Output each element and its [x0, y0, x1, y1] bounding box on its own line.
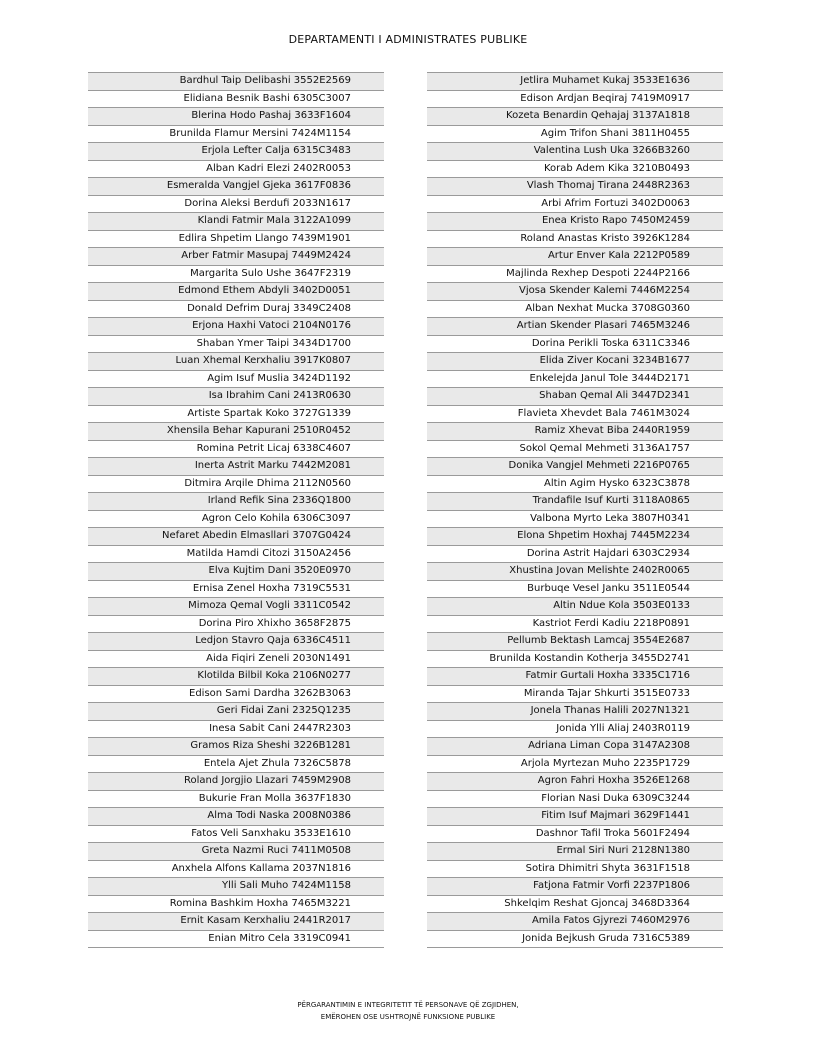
list-item: Artiste Spartak Koko 3727G1339 — [88, 406, 384, 424]
list-item: Edison Sami Dardha 3262B3063 — [88, 686, 384, 704]
list-item: Inerta Astrit Marku 7442M2081 — [88, 458, 384, 476]
list-item: Agim Trifon Shani 3811H0455 — [427, 126, 723, 144]
list-item: Vjosa Skender Kalemi 7446M2254 — [427, 283, 723, 301]
list-item: Ramiz Xhevat Biba 2440R1959 — [427, 423, 723, 441]
list-item: Blerina Hodo Pashaj 3633F1604 — [88, 108, 384, 126]
list-item: Altin Ndue Kola 3503E0133 — [427, 598, 723, 616]
list-item: Gramos Riza Sheshi 3226B1281 — [88, 738, 384, 756]
list-item: Xhustina Jovan Melishte 2402R0065 — [427, 563, 723, 581]
list-item: Agron Celo Kohila 6306C3097 — [88, 511, 384, 529]
list-item: Fatjona Fatmir Vorfi 2237P1806 — [427, 878, 723, 896]
list-item: Dorina Aleksi Berdufi 2033N1617 — [88, 196, 384, 214]
list-item: Roland Jorgjio Llazari 7459M2908 — [88, 773, 384, 791]
list-item: Greta Nazmi Ruci 7411M0508 — [88, 843, 384, 861]
list-item: Donald Defrim Duraj 3349C2408 — [88, 301, 384, 319]
list-item: Korab Adem Kika 3210B0493 — [427, 161, 723, 179]
footer-line-2: EMËROHEN OSE USHTROJNË FUNKSIONE PUBLIKE — [320, 1013, 496, 1021]
list-item: Aida Fiqiri Zeneli 2030N1491 — [88, 651, 384, 669]
list-item: Enkelejda Janul Tole 3444D2171 — [427, 371, 723, 389]
list-item: Dorina Piro Xhixho 3658F2875 — [88, 616, 384, 634]
list-item: Margarita Sulo Ushe 3647F2319 — [88, 266, 384, 284]
right-name-list — [427, 72, 723, 948]
list-item: Jonela Thanas Halili 2027N1321 — [427, 703, 723, 721]
list-item: Anxhela Alfons Kallama 2037N1816 — [88, 861, 384, 879]
list-item: Ernisa Zenel Hoxha 7319C5531 — [88, 581, 384, 599]
list-item: Mimoza Qemal Vogli 3311C0542 — [88, 598, 384, 616]
list-item: Bukurie Fran Molla 3637F1830 — [88, 791, 384, 809]
list-item: Fatmir Gurtali Hoxha 3335C1716 — [427, 668, 723, 686]
list-item: Alban Nexhat Mucka 3708G0360 — [427, 301, 723, 319]
list-item: Vlash Thomaj Tirana 2448R2363 — [427, 178, 723, 196]
list-item: Ledjon Stavro Qaja 6336C4511 — [88, 633, 384, 651]
list-item: Erjola Lefter Calja 6315C3483 — [88, 143, 384, 161]
list-item: Nefaret Abedin Elmasllari 3707G0424 — [88, 528, 384, 546]
list-item: Florian Nasi Duka 6309C3244 — [427, 791, 723, 809]
list-item: Agim Isuf Muslia 3424D1192 — [88, 371, 384, 389]
list-item: Inesa Sabit Cani 2447R2303 — [88, 721, 384, 739]
list-item: Klandi Fatmir Mala 3122A1099 — [88, 213, 384, 231]
list-item: Sokol Qemal Mehmeti 3136A1757 — [427, 441, 723, 459]
list-item: Fitim Isuf Majmari 3629F1441 — [427, 808, 723, 826]
list-item: Arber Fatmir Masupaj 7449M2424 — [88, 248, 384, 266]
list-item: Shaban Ymer Taipi 3434D1700 — [88, 336, 384, 354]
list-item: Xhensila Behar Kapurani 2510R0452 — [88, 423, 384, 441]
list-item: Dorina Astrit Hajdari 6303C2934 — [427, 546, 723, 564]
list-item: Miranda Tajar Shkurti 3515E0733 — [427, 686, 723, 704]
list-item: Majlinda Rexhep Despoti 2244P2166 — [427, 266, 723, 284]
list-item: Bardhul Taip Delibashi 3552E2569 — [88, 73, 384, 91]
list-item: Ernit Kasam Kerxhaliu 2441R2017 — [88, 913, 384, 931]
list-item: Flavieta Xhevdet Bala 7461M3024 — [427, 406, 723, 424]
list-item: Shkelqim Reshat Gjoncaj 3468D3364 — [427, 896, 723, 914]
list-item: Irland Refik Sina 2336Q1800 — [88, 493, 384, 511]
list-item: Valbona Myrto Leka 3807H0341 — [427, 511, 723, 529]
list-item: Sotira Dhimitri Shyta 3631F1518 — [427, 861, 723, 879]
list-item: Elida Ziver Kocani 3234B1677 — [427, 353, 723, 371]
footer — [0, 999, 816, 1023]
list-item: Elva Kujtim Dani 3520E0970 — [88, 563, 384, 581]
list-item: Enian Mitro Cela 3319C0941 — [88, 931, 384, 949]
list-item: Artur Enver Kala 2212P0589 — [427, 248, 723, 266]
list-item: Trandafile Isuf Kurti 3118A0865 — [427, 493, 723, 511]
list-item: Enea Kristo Rapo 7450M2459 — [427, 213, 723, 231]
list-item: Adriana Liman Copa 3147A2308 — [427, 738, 723, 756]
list-item: Matilda Hamdi Citozi 3150A2456 — [88, 546, 384, 564]
list-item: Jetlira Muhamet Kukaj 3533E1636 — [427, 73, 723, 91]
list-item: Romina Petrit Licaj 6338C4607 — [88, 441, 384, 459]
list-item: Edmond Ethem Abdyli 3402D0051 — [88, 283, 384, 301]
list-item: Altin Agim Hysko 6323C3878 — [427, 476, 723, 494]
list-item: Entela Ajet Zhula 7326C5878 — [88, 756, 384, 774]
left-name-list — [88, 72, 384, 948]
list-item: Klotilda Bilbil Koka 2106N0277 — [88, 668, 384, 686]
list-item: Ylli Sali Muho 7424M1158 — [88, 878, 384, 896]
list-item: Elidiana Besnik Bashi 6305C3007 — [88, 91, 384, 109]
list-item: Shaban Qemal Ali 3447D2341 — [427, 388, 723, 406]
list-item: Brunilda Flamur Mersini 7424M1154 — [88, 126, 384, 144]
list-item: Erjona Haxhi Vatoci 2104N0176 — [88, 318, 384, 336]
list-item: Burbuqe Vesel Janku 3511E0544 — [427, 581, 723, 599]
list-item: Geri Fidai Zani 2325Q1235 — [88, 703, 384, 721]
list-item: Artian Skender Plasari 7465M3246 — [427, 318, 723, 336]
list-item: Pellumb Bektash Lamcaj 3554E2687 — [427, 633, 723, 651]
list-item: Luan Xhemal Kerxhaliu 3917K0807 — [88, 353, 384, 371]
list-item: Arjola Myrtezan Muho 2235P1729 — [427, 756, 723, 774]
list-item: Brunilda Kostandin Kotherja 3455D2741 — [427, 651, 723, 669]
list-item: Esmeralda Vangjel Gjeka 3617F0836 — [88, 178, 384, 196]
page-title: DEPARTAMENTI I ADMINISTRATES PUBLIKE — [288, 33, 528, 46]
list-item: Fatos Veli Sanxhaku 3533E1610 — [88, 826, 384, 844]
list-item: Kastriot Ferdi Kadiu 2218P0891 — [427, 616, 723, 634]
footer-line-1: PËRGARANTIMIN E INTEGRITETIT TË PERSONAVE QË ZGJIDHEN, — [297, 1001, 519, 1009]
list-item: Alma Todi Naska 2008N0386 — [88, 808, 384, 826]
list-item: Ditmira Arqile Dhima 2112N0560 — [88, 476, 384, 494]
list-item: Alban Kadri Elezi 2402R0053 — [88, 161, 384, 179]
list-item: Kozeta Benardin Qehajaj 3137A1818 — [427, 108, 723, 126]
list-item: Elona Shpetim Hoxhaj 7445M2234 — [427, 528, 723, 546]
list-item: Amila Fatos Gjyrezi 7460M2976 — [427, 913, 723, 931]
list-item: Jonida Ylli Aliaj 2403R0119 — [427, 721, 723, 739]
list-item: Ermal Siri Nuri 2128N1380 — [427, 843, 723, 861]
list-item: Isa Ibrahim Cani 2413R0630 — [88, 388, 384, 406]
list-item: Jonida Bejkush Gruda 7316C5389 — [427, 931, 723, 949]
list-item: Donika Vangjel Mehmeti 2216P0765 — [427, 458, 723, 476]
list-item: Valentina Lush Uka 3266B3260 — [427, 143, 723, 161]
list-item: Edlira Shpetim Llango 7439M1901 — [88, 231, 384, 249]
list-item: Agron Fahri Hoxha 3526E1268 — [427, 773, 723, 791]
list-item: Dashnor Tafil Troka 5601F2494 — [427, 826, 723, 844]
list-item: Romina Bashkim Hoxha 7465M3221 — [88, 896, 384, 914]
list-item: Dorina Perikli Toska 6311C3346 — [427, 336, 723, 354]
list-item: Arbi Afrim Fortuzi 3402D0063 — [427, 196, 723, 214]
list-item: Roland Anastas Kristo 3926K1284 — [427, 231, 723, 249]
list-item: Edison Ardjan Beqiraj 7419M0917 — [427, 91, 723, 109]
